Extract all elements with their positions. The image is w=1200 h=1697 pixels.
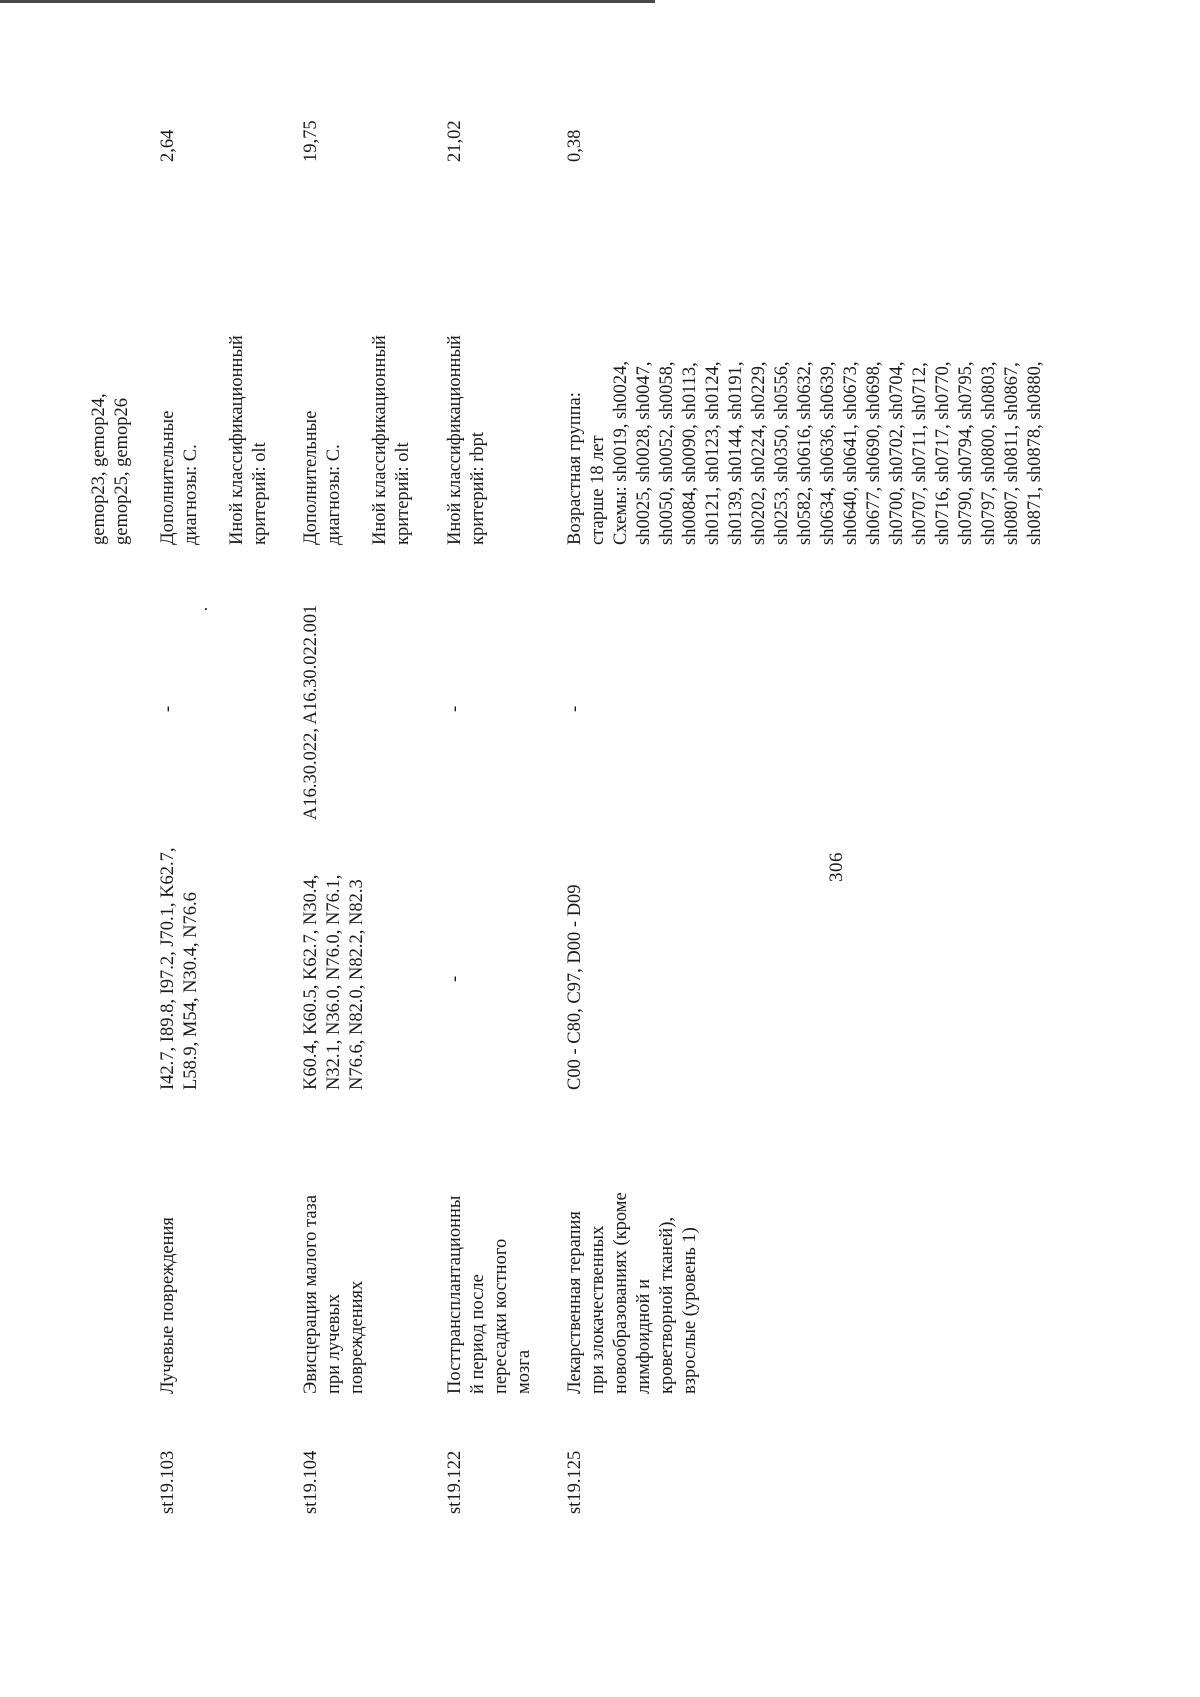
- code-cell: st19.122: [445, 1450, 465, 1514]
- criteria-cell: Дополнительные диагнозы: С. Иной классификационный критерий: olt: [158, 335, 270, 545]
- criteria-cell: gemop23, gemop24, gemop25, gemop26: [89, 393, 132, 545]
- name-cell: Посттрансплантационны й период после пересадки костного мозга: [445, 1195, 534, 1394]
- services-cell: -: [565, 705, 585, 712]
- diagnoses-cell: -: [445, 975, 465, 982]
- code-cell: st19.103: [158, 1450, 178, 1514]
- diagnoses-cell: I42.7, I89.8, I97.2, J70.1, K62.7, L58.9, M54, N30.4, N76.6: [158, 847, 201, 1090]
- code-cell: st19.125: [565, 1450, 585, 1514]
- stray-mark: ·: [196, 606, 216, 612]
- criteria-cell: Возрастная группа: старше 18 лет Схемы: sh0019, sh0024, sh0025, sh0028, sh0047, sh0050, sh0052, sh0058, sh0084, sh0090, sh0113, sh0121, sh0123, sh0124, sh0139, sh0144, sh0191, sh0202, sh0224, sh0229, sh0253, sh0350, sh0556, sh0582, sh0616, sh0632, sh0634, sh0636, sh0639, sh0640, sh0641, sh0673, sh0677, sh0690, sh0698, sh0700, sh0702, sh0704, sh0707, sh0711, sh0712, sh0716, sh0717, sh0770, sh0790, sh0794, sh0795, sh0797, sh0800, sh0803, sh0807, sh0811, sh0867, sh0871, sh0878, sh0880,: [565, 360, 1045, 545]
- coefficient-cell: 21,02: [445, 120, 465, 162]
- coefficient-cell: 19,75: [301, 120, 321, 162]
- code-cell: st19.104: [301, 1450, 321, 1514]
- name-cell: Лучевые повреждения: [158, 1217, 178, 1394]
- name-cell: Эвисцерация малого таза при лучевых повреждениях: [301, 1194, 367, 1394]
- diagnoses-cell: K60.4, K60.5, K62.7, N30.4, N32.1, N36.0, N76.0, N76.1, N76.6, N82.0, N82.2, N82.3: [301, 874, 367, 1090]
- page-number: 306: [826, 852, 847, 882]
- coefficient-cell: 2,64: [158, 129, 178, 162]
- criteria-cell: Дополнительные диагнозы: С. Иной классификационный критерий: olt: [301, 335, 413, 545]
- name-cell: Лекарственная терапия при злокачественных новообразованиях (кроме лимфоидной и кроветворной тканей), взрослые (уровень 1): [565, 1192, 700, 1394]
- criteria-cell: Иной классификационный критерий: rbpt: [445, 335, 488, 545]
- diagnoses-cell: C00 - C80, C97, D00 - D09: [565, 884, 585, 1090]
- services-cell: -: [445, 705, 465, 712]
- services-cell: -: [158, 705, 178, 712]
- services-cell: A16.30.022, A16.30.022.001: [301, 604, 321, 820]
- coefficient-cell: 0,38: [565, 129, 585, 162]
